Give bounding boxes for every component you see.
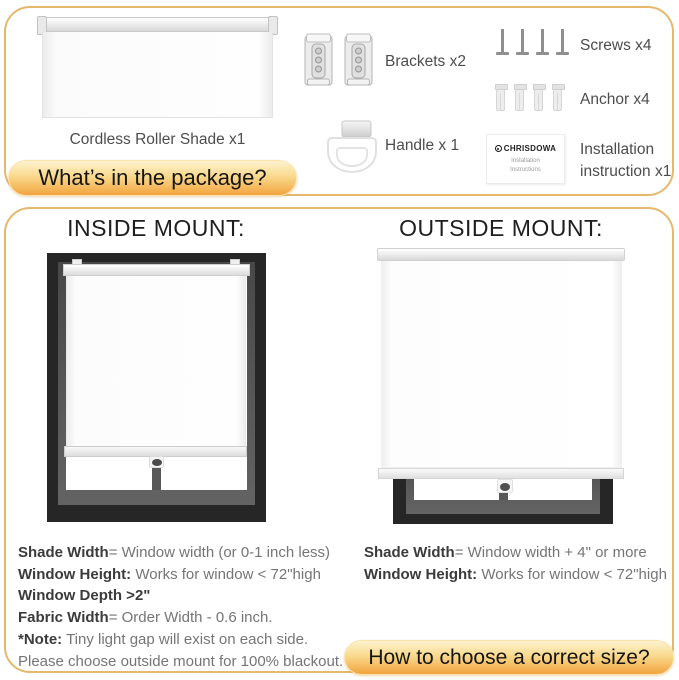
handle-knob <box>152 459 162 466</box>
screws-group <box>496 29 569 55</box>
instruction-label-line1: Installation <box>580 141 655 158</box>
chrisdowa-logo-icon <box>495 145 502 152</box>
spec-label: Window Height: <box>364 565 478 583</box>
inside-mount-heading: INSIDE MOUNT: <box>67 215 245 241</box>
product-shade-headrail <box>38 17 277 32</box>
spec-label: Window Height: <box>18 565 132 583</box>
spec-label: Shade Width <box>18 544 109 561</box>
outside-mount-heading: OUTSIDE MOUNT: <box>399 215 603 241</box>
instruction-booklet <box>486 134 565 184</box>
brackets-group <box>304 33 373 87</box>
inside-mount-specs <box>18 542 343 672</box>
spec-value: = Window width (or 0-1 inch less) <box>108 544 331 561</box>
screw-icon <box>536 29 549 55</box>
size-banner-text: How to choose a correct size? <box>368 645 650 669</box>
anchor-icon <box>534 84 543 111</box>
booklet-line1: Installation <box>511 158 540 164</box>
size-banner <box>344 640 674 675</box>
anchor-label: Anchor x4 <box>580 91 650 108</box>
spec-value: Please choose outside mount for 100% blackout. <box>18 652 344 670</box>
screw-icon <box>516 29 529 55</box>
instruction-label-line2: instruction x1 <box>580 163 672 180</box>
spec-value: Works for window < 72"high <box>477 565 667 583</box>
spec-value: Works for window < 72"high <box>131 565 321 583</box>
anchor-icon <box>553 84 562 111</box>
spec-line <box>364 542 667 564</box>
handle-knob <box>500 483 510 491</box>
bracket-icon <box>344 33 373 87</box>
spec-line <box>18 651 343 673</box>
brand-name: CHRISDOWA <box>503 144 557 153</box>
shade-fabric <box>66 276 246 447</box>
product-shade-fabric <box>42 32 273 118</box>
spec-line <box>18 542 343 564</box>
shade-fabric <box>381 261 622 468</box>
brackets-label: Brackets x2 <box>385 53 466 70</box>
anchor-icon <box>496 84 505 111</box>
screws-label: Screws x4 <box>580 37 652 54</box>
spec-label: Window Depth >2" <box>18 587 151 605</box>
shade-headrail <box>63 264 250 276</box>
package-banner-text: What’s in the package? <box>38 165 267 190</box>
spec-value: = Window width + 4" or more <box>454 544 647 561</box>
spec-line <box>18 564 343 586</box>
spec-line <box>18 629 343 651</box>
spec-label: Shade Width <box>364 544 455 561</box>
shade-bottom-bar <box>378 468 624 479</box>
spec-label: *Note: <box>18 630 63 648</box>
screw-icon <box>556 29 569 55</box>
handle-icon <box>326 119 378 177</box>
spec-line <box>18 607 343 629</box>
booklet-title <box>487 157 564 174</box>
handle-label: Handle x 1 <box>385 137 460 154</box>
spec-value: Tiny light gap will exist on each side. <box>62 630 309 648</box>
screw-icon <box>496 29 509 55</box>
outside-mount-specs <box>364 542 667 585</box>
package-banner <box>8 160 297 196</box>
spec-line <box>18 585 343 607</box>
spec-label: Fabric Width <box>18 609 109 627</box>
shade-headrail <box>377 248 625 261</box>
spec-line <box>364 564 667 586</box>
bracket-icon <box>304 33 333 87</box>
booklet-line2: Instructions <box>510 166 541 173</box>
shade-label: Cordless Roller Shade x1 <box>69 131 246 148</box>
brand-row <box>487 144 564 153</box>
spec-value: = Order Width - 0.6 inch. <box>108 609 273 627</box>
anchor-icon <box>515 84 524 111</box>
anchors-group <box>496 84 562 111</box>
